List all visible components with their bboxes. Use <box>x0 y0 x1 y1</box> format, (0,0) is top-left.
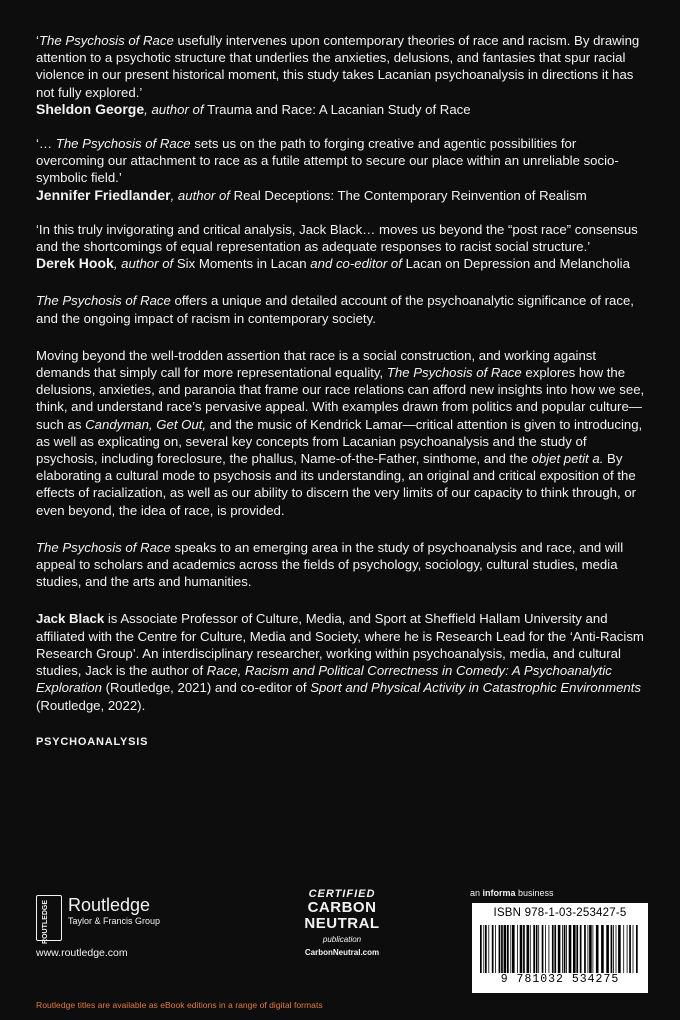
publisher-group: Taylor & Francis Group <box>68 916 161 926</box>
carbon-neutral-badge <box>282 870 402 957</box>
routledge-logo-icon: ROUTLEDGE <box>36 895 62 941</box>
blurb-credit-2: Jennifer Friedlander, author of Real Deceptions: The Contemporary Reinvention of Realism <box>36 186 587 203</box>
blurb-quote-2: ‘… The Psychosis of Race sets us on the path to forging creative and agentic possibilities for overcoming our attachment to race as a futile attempt to secure our place within an unreliable socio-symbolic field.’ <box>36 136 619 186</box>
barcode-icon <box>478 925 642 973</box>
description-body: Moving beyond the well-trodden assertion that race is a social construction, and working against demands that simply call for more representational equality, The Psychosis of Race explores how the delusions, anxieties, and paranoia that frame our race relations can afford new insights into how we see, think, and understand race’s pervasive appeal. With examples drawn from politics and popular culture—such as Candyman, Get Out, and the music of Kendrick Lamar—critical attention is given to introducing, as well as explicating on, several key concepts from Lacanian psychoanalysis and the study of psychosis, including foreclosure, the phallus, Name-of-the-Father, sinthome, and the objet petit a. By elaborating a cultural mode to psychosis and its understanding, an original and critical exposition of the effects of racialization, as well as our ability to discern the very limits of our capacity to think through, or even beyond, the idea of race, is provided. <box>36 347 645 518</box>
back-cover-text <box>36 32 648 748</box>
isbn-barcode <box>472 903 648 993</box>
carbon-url: CarbonNeutral.com <box>304 948 380 957</box>
author-bio: Jack Black is Associate Professor of Culture, Media, and Sport at Sheffield Hallam University and affiliated with the Centre for Culture, Media and Society, where he is Research Lead for the ‘Anti-Racism Research Group’. An interdisciplinary researcher, working within psychoanalysis, media, and cultural studies, Jack is the author of Race, Racism and Political Correctness in Comedy: A Psychoanalytic Exploration (Routledge, 2021) and co-editor of Sport and Physical Activity in Catastrophic Environments (Routledge, 2022). <box>36 611 644 713</box>
carbon-publication: publication <box>322 935 362 944</box>
category-label: PSYCHOANALYSIS <box>36 735 149 748</box>
blurb-credit-3: Derek Hook, author of Six Moments in Lacan and co-editor of Lacan on Depression and Melancholia <box>36 255 630 272</box>
isbn-label: ISBN 978-1-03-253427-5 <box>493 907 627 919</box>
publisher-name: Routledge <box>68 895 151 915</box>
badge-arc-icon <box>282 875 402 883</box>
informa-tagline: an informa business <box>470 888 554 898</box>
blurb-credit-1: Sheldon George, author of Trauma and Race: A Lacanian Study of Race <box>36 100 471 117</box>
ebook-note: Routledge titles are available as eBook editions in a range of digital formats <box>36 1000 323 1010</box>
barcode-digits: 9 781032 534275 <box>500 973 620 986</box>
blurb-quote-3: ‘In this truly invigorating and critical analysis, Jack Black… moves us beyond the “post race” consensus and the shortcomings of equal representation as adequate responses to racist social structure.’ <box>36 221 638 255</box>
publisher-block <box>36 895 160 959</box>
description-intro: The Psychosis of Race offers a unique and detailed account of the psychoanalytic significance of race, and the ongoing impact of racism in contemporary society. <box>36 293 634 326</box>
publisher-url: www.routledge.com <box>36 947 128 959</box>
carbon-line1: CARBON <box>307 899 377 916</box>
carbon-line2: NEUTRAL <box>304 915 380 932</box>
carbon-certified: CERTIFIED <box>308 888 376 900</box>
blurb-quote-1: ‘The Psychosis of Race usefully intervenes upon contemporary theories of race and racism. By drawing attention to a psychotic structure that underlies the anxieties, delusions, and fantasies that spur racial violence in our present historical moment, this study takes Lacanian psychoanalysis in directions it has not fully explored.’ <box>36 33 640 100</box>
description-audience: The Psychosis of Race speaks to an emerging area in the study of psychoanalysis and race, and will appeal to scholars and academics across the fields of psychology, sociology, cultural studies, media studies, and the arts and humanities. <box>36 539 624 590</box>
